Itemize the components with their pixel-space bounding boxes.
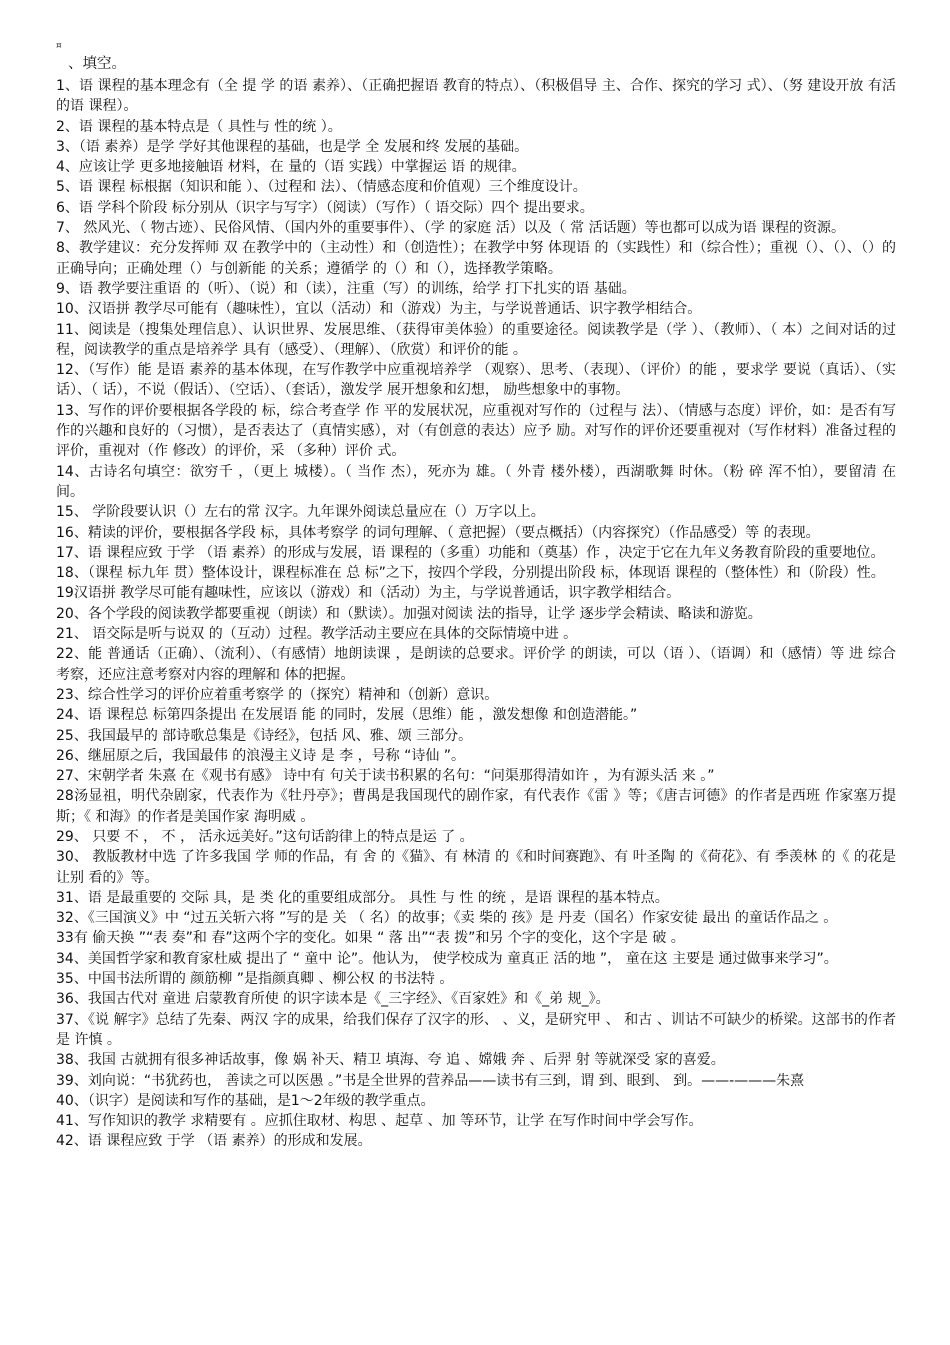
question-item: 20、各个学段的阅读教学都要重视（朗读）和（默读）。加强对阅读 法的指导，让学 逐步学会精读、略读和游览。 — [56, 605, 762, 622]
question-item: 9、语 教学要注重语 的（听）、（说）和（读），注重（写）的训练，给学 打下扎实的语 基础。 — [56, 280, 636, 297]
question-item: 42、语 课程应致 于学 （语 素养）的形成和发展。 — [56, 1133, 372, 1150]
question-item: 23、综合性学习的评价应着重考察学 的（探究）精神和（创新）意识。 — [56, 686, 499, 703]
question-item: 26、继屈原之后，我国最伟 的浪漫主义诗 是 李 ，号称 “诗仙 ”。 — [56, 747, 466, 764]
question-item: 34、美国哲学家和教育家杜威 提出了 “ 童中 论”。他认为， 使学校成为 童真正 活的地 ”， 童在这 主要是 通过做事来学习”。 — [56, 950, 838, 967]
question-item: 25、我国最早的 部诗歌总集是《诗经》，包括 风、雅、颂 三部分。 — [56, 727, 473, 744]
question-item: 40、（识字）是阅读和写作的基础，是1～2年级的教学重点。 — [56, 1092, 435, 1109]
question-item: 22、能 普通话（正确）、（流利）、（有感情）地朗读课 ，是朗读的总要求。评价学 的朗读，可以（语 ）、（语调）和（感情）等 进 综合考察，还应注意考察对内容的理解和 体的把握。 — [56, 646, 896, 683]
question-item: 8、教学建议：充分发挥师 双 在教学中的（主动性）和（创造性）；在教学中努 体现语 的（实践性）和（综合性）；重视（）、（）、（）的正确导向；正确处理（）与创新能 的关系；遵循学 的（）和（），选择教学策略。 — [56, 240, 896, 277]
top-mark: ¤ — [56, 41, 62, 51]
question-item: 14、古诗名句填空：欲穷千 ，（更上 城楼）。（ 当作 杰），死亦为 雄。（ 外青 楼外楼），西湖歌舞 时休。（粉 碎 浑不怕），要留清 在 间。 — [56, 463, 896, 500]
question-item: 33有 偷天换 ”“表 奏”和 春”这两个字的变化。如果 “ 落 出”“表 拨”和另 个字的变化，这个字是 破 。 — [56, 930, 685, 947]
question-item: 3、（语 素养）是学 学好其他课程的基础，也是学 全 发展和终 发展的基础。 — [56, 138, 529, 155]
question-item: 36、我国古代对 童进 启蒙教育所使 的识字读本是《_三字经》、《百家姓》和《_弟 规_》。 — [56, 991, 610, 1008]
question-item: 24、语 课程总 标第四条提出 在发展语 能 的同时，发展（思维）能 ，激发想像 和创造潜能。” — [56, 707, 638, 724]
question-item: 29、 只要 不 ， 不 ， 活永远美好。”这句话韵律上的特点是运 了 。 — [56, 828, 474, 845]
question-item: 35、中国书法所谓的 颜筋柳 ”是指颜真卿 、柳公权 的书法特 。 — [56, 971, 454, 988]
question-item: 39、刘向说：“书犹药也， 善读之可以医愚 。”书是全世界的营养品——读书有三到，谓 到、眼到、 到。——-———朱熹 — [56, 1072, 805, 1089]
question-item: 27、宋朝学者 朱熹 在《观书有感》 诗中有 句关于读书积累的名句：“问渠那得清如许 ，为有源头活 来 。” — [56, 768, 715, 785]
question-item: 18、（课程 标九年 贯）整体设计，课程标准在 总 标”之下，按四个学段，分别提出阶段 标，体现语 课程的（整体性）和（阶段）性。 — [56, 565, 885, 582]
question-item: 30、 教版教材中选 了许多我国 学 师的作品，有 舍 的《猫》、有 林清 的《和时间赛跑》、有 叶圣陶 的《荷花》、有 季羡林 的《 的花是让别 看的》等。 — [56, 849, 896, 886]
question-item: 37、《说 解字》总结了先秦、两汉 字的成果，给我们保存了汉字的形、 、义，是研究甲 、 和古 、训诂不可缺少的桥梁。这部书的作者是 许慎 。 — [56, 1011, 896, 1048]
question-item: 15、 学阶段要认识（）左右的常 汉字。九年课外阅读总量应在（）万字以上。 — [56, 504, 545, 521]
question-item: 21、 语交际是听与说双 的（互动）过程。教学活动主要应在具体的交际情境中进 。 — [56, 626, 578, 643]
question-item: 5、语 课程 标根据（知识和能 ）、（过程和 法）、（情感态度和价值观）三个维度设计。 — [56, 179, 587, 196]
question-item: 11、阅读是（搜集处理信息）、认识世界、发展思维、（获得审美体验）的重要途径。阅读教学是（学 ）、（教师）、（ 本）之间对话的过程，阅读教学的重点是培养学 具有（感受）、（理解）、（欣赏）和评价的能 。 — [56, 321, 896, 358]
question-item: 10、汉语拼 教学尽可能有（趣味性），宜以（活动）和（游戏）为主，与学说普通话、识字教学相结合。 — [56, 301, 702, 318]
question-item: 4、应该让学 更多地接触语 材料，在 量的（语 实践）中掌握运 语 的规律。 — [56, 159, 526, 176]
question-item: 17、语 课程应致 于学 （语 素养）的形成与发展，语 课程的（多重）功能和（奠基）作 ，决定于它在九年义务教育阶段的重要地位。 — [56, 544, 885, 561]
question-item: 19汉语拼 教学尽可能有趣味性，应该以（游戏）和（活动）为主，与学说普通话，识字教学相结合。 — [56, 585, 681, 602]
question-item: 28汤显祖，明代杂剧家，代表作为《牡丹亭》；曹禺是我国现代的剧作家，有代表作《雷 》等；《唐吉诃德》的作者是西班 作家塞万提斯；《 和海》的作者是美国作家 海明威 。 — [56, 788, 896, 825]
question-item: 31、语 是最重要的 交际 具，是 类 化的重要组成部分。 具性 与 性 的统 ，是语 课程的基本特点。 — [56, 889, 669, 906]
question-item: 1、语 课程的基本理念有（全 提 学 的语 素养）、（正确把握语 教育的特点）、（积极倡导 主、合作、探究的学习 式）、（努 建设开放 有活 的语 课程）。 — [56, 78, 896, 115]
question-item: 12、（写作）能 是语 素养的基本体现，在写作教学中应重视培养学 （观察）、思考、（表现）、（评价）的能 ，要求学 要说（真话）、（实话）、（ 话），不说（假话）、（空话）、（套话），激发学 展开想象和幻想， 励些想象中的事物。 — [56, 362, 896, 399]
question-list — [56, 76, 896, 1152]
question-item: 7、 然风光、（ 物古迹）、民俗风情、（国内外的重要事件）、（学 的家庭 活）以及（ 常 活话题）等也都可以成为语 课程的资源。 — [56, 220, 846, 237]
question-item: 6、语 学科个阶段 标分别从（识字与写字）（阅读）（写作）（ 语交际）四个 提出要求。 — [56, 199, 594, 216]
question-item: 2、语 课程的基本特点是（ 具性与 性的统 ）。 — [56, 118, 342, 135]
section-title: 、填空。 — [68, 56, 126, 72]
question-item: 16、精读的评价，要根据各学段 标，具体考察学 的词句理解、（ 意把握）（要点概括）（内容探究）（作品感受）等 的表现。 — [56, 524, 820, 541]
question-item: 41、写作知识的教学 求精要有 。应抓住取材、构思 、起草 、加 等环节，让学 在写作时间中学会写作。 — [56, 1113, 703, 1130]
question-item: 13、写作的评价要根据各学段的 标，综合考查学 作 平的发展状况，应重视对写作的（过程与 法）、（情感与态度）评价，如：是否有写作的兴趣和良好的（习惯），是否表达了（真情实感），对（有创意的表达）应予 励。对写作的评价还要重视对（写作材料）准备过程的评价，重视对（作 修改）的评价，采 （多种）评价 式。 — [56, 402, 896, 460]
question-item: 38、我国 古就拥有很多神话故事，像 娲 补天、精卫 填海、夸 追 、嫦娥 奔 、后羿 射 等就深受 家的喜爱。 — [56, 1052, 725, 1069]
question-item: 32、《三国演义》中 “过五关斩六将 ”写的是 关 （ 名）的故事；《卖 柴的 孩》是 丹麦（国名）作家安徒 最出 的童话作品之 。 — [56, 910, 838, 927]
